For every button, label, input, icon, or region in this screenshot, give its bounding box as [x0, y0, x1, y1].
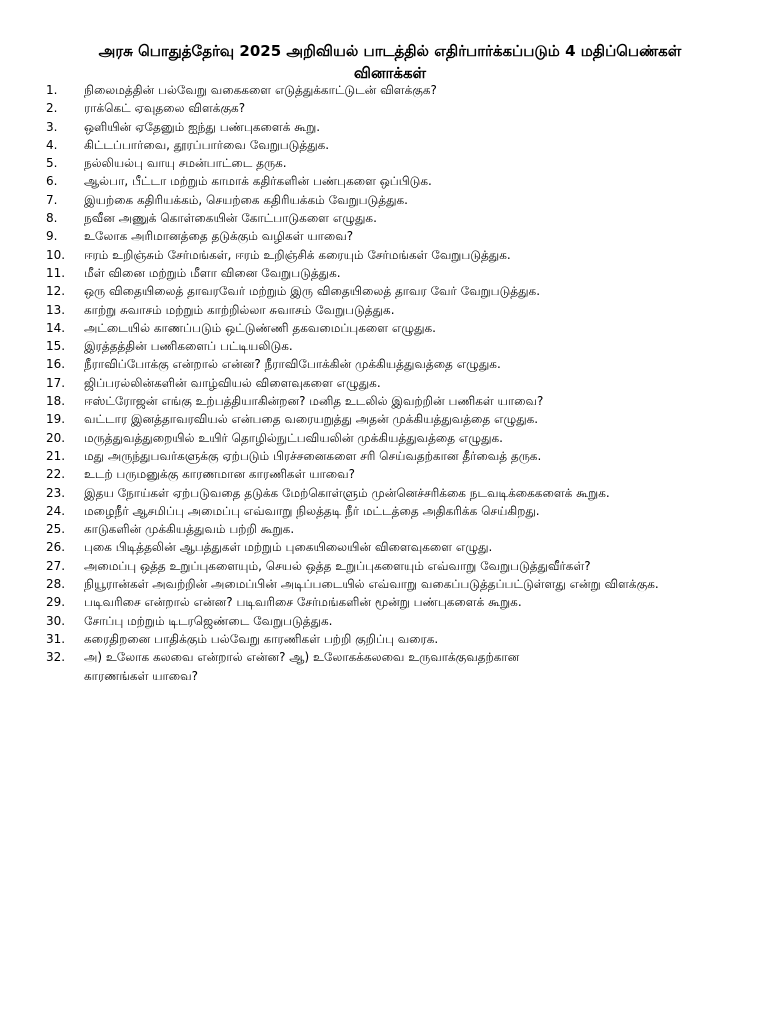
- question-item: [0, 447, 768, 465]
- question-item: [0, 612, 768, 630]
- question-number: 5.: [46, 156, 58, 171]
- question-number: 29.: [46, 595, 66, 610]
- question-text: ஒளியின் ஏதேனும் ஐந்து பண்புகளைக் கூறு.: [84, 119, 321, 134]
- question-item: [0, 172, 768, 190]
- question-number: 10.: [46, 247, 66, 262]
- question-text: கிட்டப்பார்வை, தூரப்பார்வை வேறுபடுத்துக.: [84, 137, 330, 152]
- question-text: உலோக அரிமானத்தை தடுக்கும் வழிகள் யாவை?: [84, 229, 354, 244]
- question-text: நிலைமத்தின் பல்வேறு வகைகளை எடுத்துக்காட்டுடன் விளக்குக?: [84, 83, 437, 97]
- question-text: மது அருந்துபவர்களுக்கு ஏற்படும் பிரச்சனைகளை சரி செய்வதற்கான தீர்வைத் தருக.: [84, 448, 542, 463]
- question-text: மீள் வினை மற்றும் மீளா வினை வேறுபடுத்துக.: [84, 265, 341, 280]
- question-item: [0, 319, 768, 337]
- question-number: 14.: [46, 320, 66, 335]
- question-item: [0, 593, 768, 611]
- document-title: அரசு பொதுத்தேர்வு 2025 அறிவியல் பாடத்தில் எதிர்பார்க்கப்படும் 4 மதிப்பெண்கள் வினாக்கள்: [98, 42, 682, 82]
- question-item: [0, 337, 768, 355]
- question-number: 23.: [46, 485, 66, 500]
- question-text-continued: காரணங்கள் யாவை?: [84, 668, 199, 683]
- question-item: [0, 575, 768, 593]
- question-text: காடுகளின் முக்கியத்துவம் பற்றி கூறுக.: [84, 522, 295, 537]
- question-number: 30.: [46, 613, 66, 628]
- question-number: 28.: [46, 577, 66, 592]
- question-item: [0, 392, 768, 410]
- question-item: [0, 191, 768, 209]
- question-number: 22.: [46, 467, 66, 482]
- question-text: கரைதிறனை பாதிக்கும் பல்வேறு காரணிகள் பற்றி குறிப்பு வரைக.: [84, 631, 439, 646]
- question-text: இயற்கை கதிரியக்கம், செயற்கை கதிரியக்கம் வேறுபடுத்துக.: [84, 192, 408, 207]
- question-item: [0, 246, 768, 264]
- question-item: [0, 227, 768, 245]
- question-text: அட்டையில் காணப்படும் ஒட்டுண்ணி தகவமைப்புகளை எழுதுக.: [84, 320, 436, 335]
- question-item: [0, 648, 768, 685]
- question-number: 2.: [46, 101, 58, 116]
- question-item: [0, 154, 768, 172]
- question-text: ராக்கெட் ஏவுதலை விளக்குக?: [84, 101, 246, 116]
- question-number: 26.: [46, 540, 66, 555]
- question-number: 6.: [46, 174, 58, 189]
- question-item: [0, 538, 768, 556]
- question-item: [0, 557, 768, 575]
- question-number: 21.: [46, 448, 66, 463]
- question-text: ஈஸ்ட்ரோஜன் எங்கு உற்பத்தியாகின்றன? மனித உடலில் இவற்றின் பணிகள் யாவை?: [84, 394, 544, 409]
- question-number: 4.: [46, 137, 58, 152]
- question-number: 13.: [46, 302, 66, 317]
- question-text: இரத்தத்தின் பணிகளைப் பட்டியலிடுக.: [84, 339, 293, 354]
- question-item: [0, 118, 768, 136]
- question-number: 1.: [46, 83, 58, 97]
- question-text: வட்டார இனத்தாவரவியல் என்பதை வரையறுத்து அதன் முக்கியத்துவத்தை எழுதுக.: [84, 412, 539, 427]
- question-list: [0, 81, 768, 685]
- question-number: 8.: [46, 211, 58, 226]
- question-text: அ) உலோக கலவை என்றால் என்ன? ஆ) உலோகக்கலவை உருவாக்குவதற்கான: [84, 650, 520, 665]
- question-item: [0, 355, 768, 373]
- question-item: [0, 264, 768, 282]
- question-item: [0, 429, 768, 447]
- question-item: [0, 209, 768, 227]
- question-item: [0, 484, 768, 502]
- question-text: மருத்துவத்துறையில் உயிர் தொழில்நுட்பவியலின் முக்கியத்துவத்தை எழுதுக.: [84, 430, 503, 445]
- question-text-block: [84, 648, 724, 685]
- question-text: ஈரம் உறிஞ்சும் சேர்மங்கள், ஈரம் உறிஞ்சிக் கரையும் சேர்மங்கள் வேறுபடுத்துக.: [84, 247, 511, 262]
- question-number: 15.: [46, 339, 66, 354]
- question-item: [0, 520, 768, 538]
- question-item: [0, 81, 768, 99]
- question-item: [0, 630, 768, 648]
- question-number: 16.: [46, 357, 66, 372]
- question-item: [0, 301, 768, 319]
- question-text: படிவரிசை என்றால் என்ன? படிவரிசை சேர்மங்களின் மூன்று பண்புகளைக் கூறுக.: [84, 595, 522, 610]
- question-number: 18.: [46, 394, 66, 409]
- question-text: ஜிப்பரல்லின்களின் வாழ்வியல் விளைவுகளை எழுதுக.: [84, 375, 381, 390]
- question-text: நியூரான்கள் அவற்றின் அமைப்பின் அடிப்படையில் எவ்வாறு வகைப்படுத்தப்பட்டுள்ளது என்று விளக்குக.: [84, 577, 659, 592]
- question-text: நல்லியல்பு வாயு சமன்பாட்டை தருக.: [84, 156, 287, 171]
- question-item: [0, 502, 768, 520]
- question-text: ஒரு விதையிலைத் தாவரவேர் மற்றும் இரு விதையிலைத் தாவர வேர் வேறுபடுத்துக.: [84, 284, 541, 299]
- question-item: [0, 465, 768, 483]
- question-number: 31.: [46, 631, 66, 646]
- question-text: நீராவிப்போக்கு என்றால் என்ன? நீராவிபோக்கின் முக்கியத்துவத்தை எழுதுக.: [84, 357, 501, 372]
- question-item: [0, 374, 768, 392]
- question-text: ஆல்பா, பீட்டா மற்றும் காமாக் கதிர்களின் பண்புகளை ஒப்பிடுக.: [84, 174, 432, 189]
- question-text: காற்று சுவாசம் மற்றும் காற்றில்லா சுவாசம் வேறுபடுத்துக.: [84, 302, 395, 317]
- question-text: இதய நோய்கள் ஏற்படுவதை தடுக்க மேற்கொள்ளும் முன்னெச்சரிக்கை நடவடிக்கைகளைக் கூறுக.: [84, 485, 610, 500]
- question-number: 12.: [46, 284, 66, 299]
- question-text: மழைநீர் ஆசமிப்பு அமைப்பு எவ்வாறு நிலத்தடி நீர் மட்டத்தை அதிகரிக்க செய்கிறது.: [84, 503, 540, 518]
- question-text: நவீன அணுக் கொள்கையின் கோட்பாடுகளை எழுதுக.: [84, 211, 377, 226]
- question-number: 11.: [46, 265, 66, 280]
- question-number: 32.: [46, 650, 66, 665]
- question-text: அமைப்பு ஒத்த உறுப்புகளையும், செயல் ஒத்த உறுப்புகளையும் எவ்வாறு வேறுபடுத்துவீர்கள்?: [84, 558, 591, 573]
- question-text: உடற் பருமனுக்கு காரணமான காரணிகள் யாவை?: [84, 467, 356, 482]
- question-item: [0, 99, 768, 117]
- question-number: 27.: [46, 558, 66, 573]
- question-number: 17.: [46, 375, 66, 390]
- question-number: 9.: [46, 229, 58, 244]
- question-number: 20.: [46, 430, 66, 445]
- question-text: சோப்பு மற்றும் டிடரஜெண்டை வேறுபடுத்துக.: [84, 613, 333, 628]
- question-item: [0, 410, 768, 428]
- question-number: 19.: [46, 412, 66, 427]
- question-item: [0, 136, 768, 154]
- question-text: புகை பிடித்தலின் ஆபத்துகள் மற்றும் புகையிலையின் விளைவுகளை எழுது.: [84, 540, 493, 555]
- question-number: 3.: [46, 119, 58, 134]
- question-item: [0, 282, 768, 300]
- question-number: 25.: [46, 522, 66, 537]
- question-number: 24.: [46, 503, 66, 518]
- question-number: 7.: [46, 192, 58, 207]
